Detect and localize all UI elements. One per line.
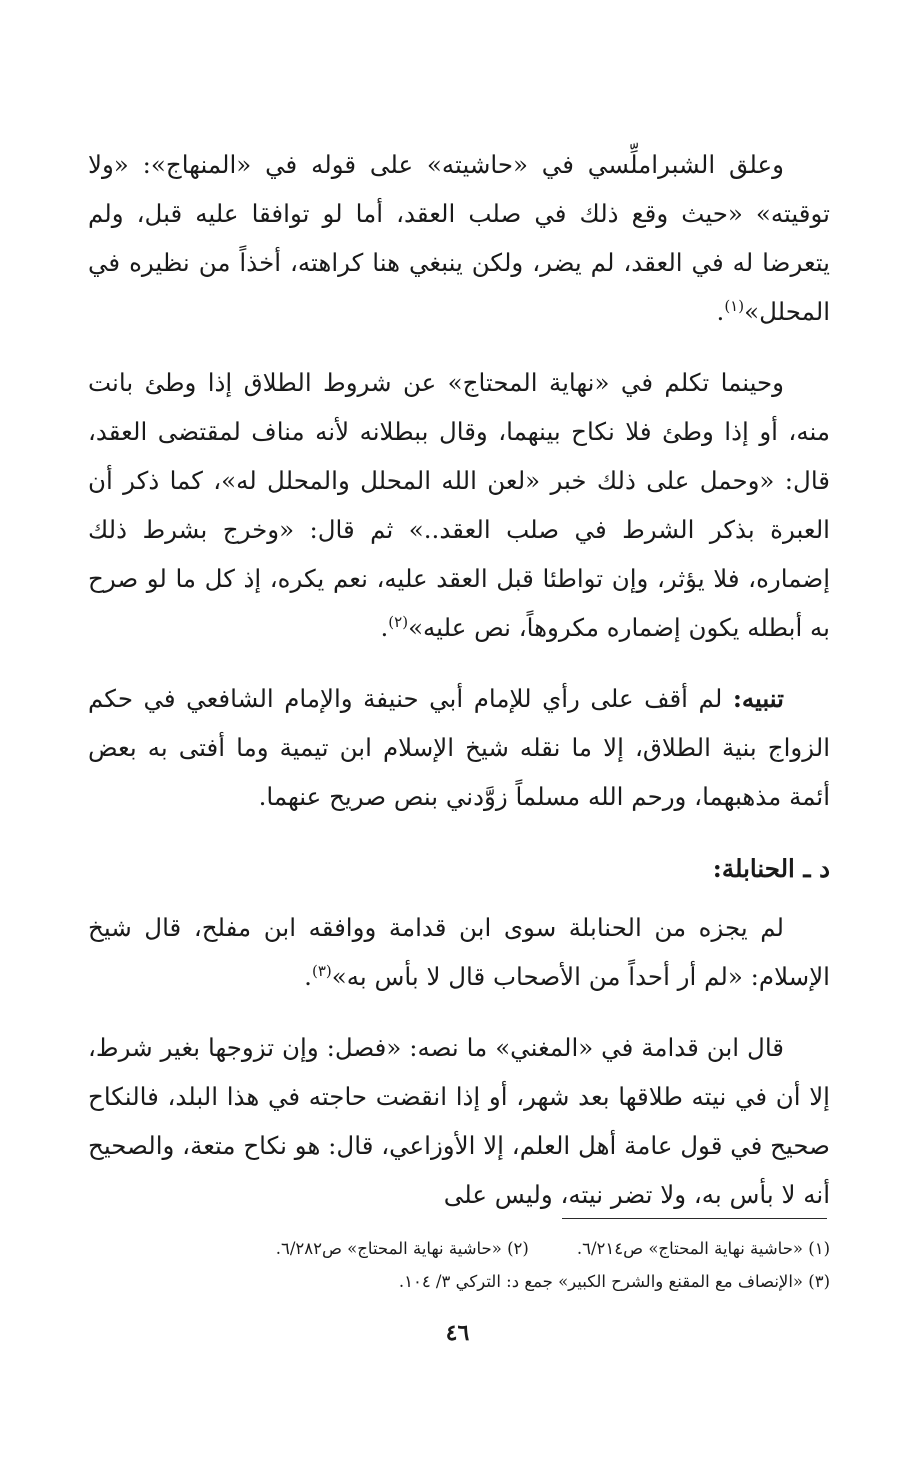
paragraph-nihayat-al-muhtaj bbox=[88, 358, 830, 652]
footnotes bbox=[88, 1232, 830, 1298]
page-number: ٤٦ bbox=[445, 1320, 470, 1346]
paragraph-text: قال ابن قدامة في «المغني» ما نصه: «فصل: وإن تزوجها بغير شرط، إلا أن في نيته طلاقها بعد شهر، أو إذا انقضت حاجته في هذا البلد، فالنكاح صحيح في قول عامة أهل العلم، إلا الأوزاعي، قال: هو نكاح متعة، والصحيح أنه لا بأس به، ولا تضر نيته، وليس على bbox=[88, 1033, 830, 1209]
footnote-3: (٣) «الإنصاف مع المقنع والشرح الكبير» جمع د: التركي ٣/ ١٠٤. bbox=[398, 1272, 830, 1291]
footnote-2: (٢) «حاشية نهاية المحتاج» ص٦/٢٨٢. bbox=[275, 1239, 529, 1258]
paragraph-text: وعلق الشبراملِّسي في «حاشيته» على قوله في «المنهاج»: «ولا توقيته» «حيث وقع ذلك في صلب العقد، أما لو توافقا عليه قبل، ولم يتعرضا له في العقد، لم يضر، ولكن ينبغي هنا كراهته، أخذاً من نظيره في المحلل» bbox=[88, 150, 830, 326]
footnote-line-1 bbox=[88, 1232, 830, 1265]
paragraph-text: وحينما تكلم في «نهاية المحتاج» عن شروط الطلاق إذا وطئ بانت منه، أو إذا وطئ فلا نكاح بينهما، وقال ببطلانه لأنه مناف لمقتضى العقد، قال: «وحمل على ذلك خبر «لعن الله المحلل والمحلل له»، كما ذكر أن العبرة بذكر الشرط في صلب العقد..» ثم قال: «وخرج بشرط ذلك إضماره، فلا يؤثر، وإن تواطئا قبل العقد عليه، نعم يكره، إذ كل ما لو صرح به أبطله يكون إضماره مكروهاً، نص عليه» bbox=[88, 368, 830, 642]
paragraph-end: . bbox=[716, 297, 725, 326]
footnote-divider bbox=[562, 1218, 827, 1219]
footnote-line-2 bbox=[88, 1265, 830, 1298]
footnote-ref-3: (٣) bbox=[311, 961, 332, 980]
paragraph-end: . bbox=[380, 613, 389, 642]
footnote-1: (١) «حاشية نهاية المحتاج» ص٦/٢١٤. bbox=[576, 1239, 830, 1258]
paragraph-end: . bbox=[304, 962, 312, 991]
section-heading-hanabila: د ـ الحنابلة: bbox=[712, 854, 830, 883]
footnote-ref-2: (٢) bbox=[388, 612, 409, 631]
paragraph-al-mughni bbox=[88, 1023, 830, 1219]
footnote-ref-1: (١) bbox=[724, 296, 745, 315]
paragraph-notice bbox=[88, 674, 830, 821]
paragraph-ibn-qudama-muflih bbox=[88, 903, 830, 1001]
paragraph-text: لم أقف على رأي للإمام أبي حنيفة والإمام الشافعي في حكم الزواج بنية الطلاق، إلا ما نقله شيخ الإسلام ابن تيمية وما أفتى به بعض أئمة مذهبهما، ورحم الله مسلماً زوَّدني بنص صريح عنهما. bbox=[88, 684, 830, 811]
paragraph-shubramallisi bbox=[88, 140, 830, 336]
page-body bbox=[88, 140, 830, 1241]
paragraph-text: لم يجزه من الحنابلة سوى ابن قدامة ووافقه ابن مفلح، قال شيخ الإسلام: «لم أر أحداً من الأصحاب قال لا بأس به» bbox=[88, 913, 830, 991]
notice-label: تنبيه: bbox=[732, 684, 784, 713]
